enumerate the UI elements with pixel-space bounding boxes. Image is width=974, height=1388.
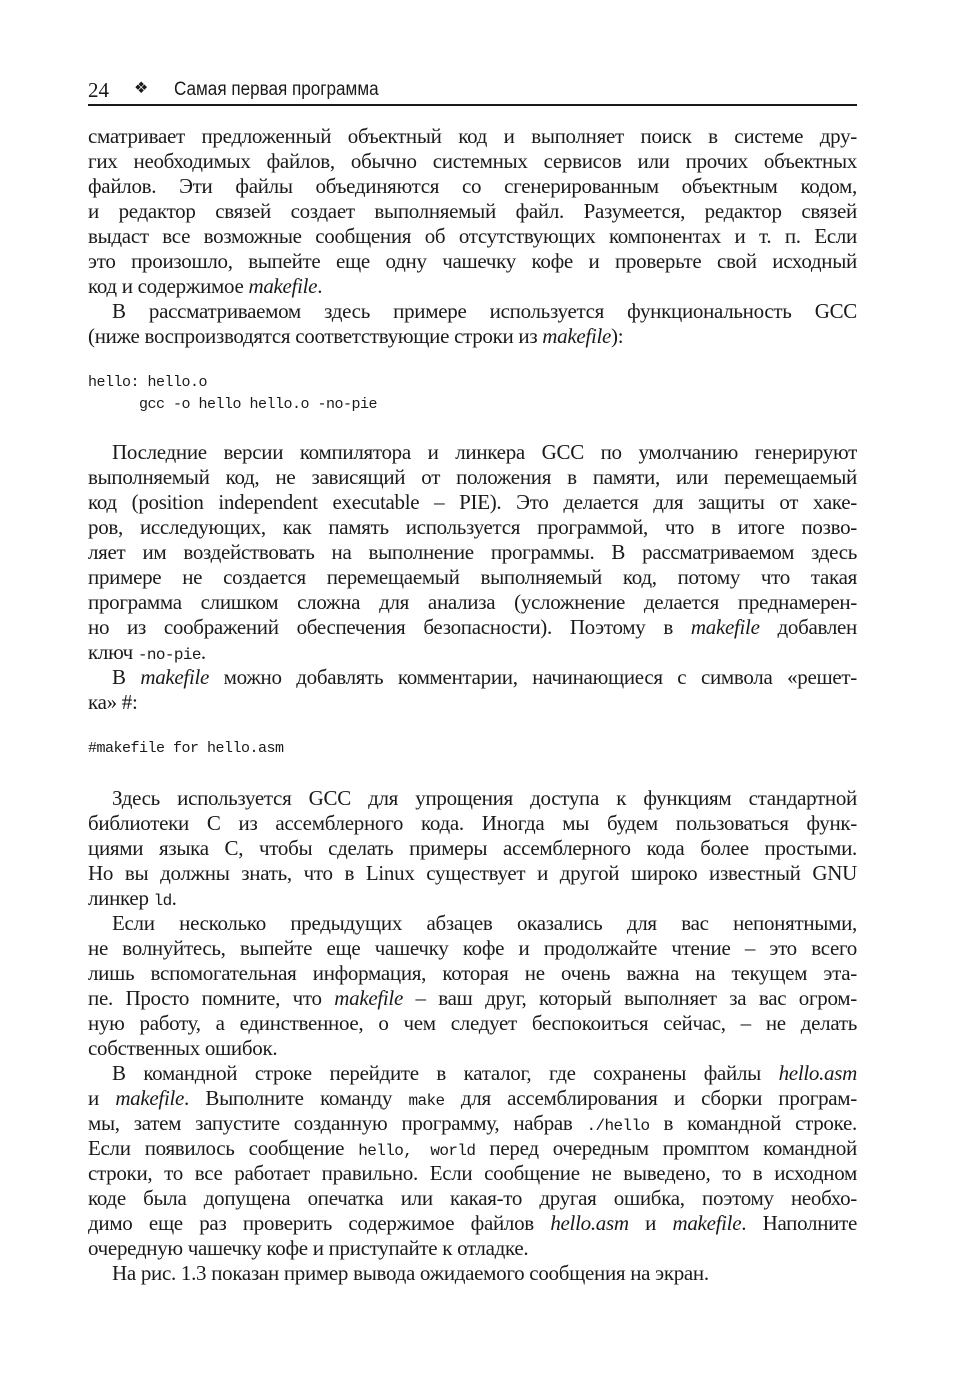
text-run: линкер (88, 886, 154, 910)
text-run: перед очередным промптом командной (475, 1136, 857, 1160)
chapter-title: Самая первая программа (174, 79, 379, 100)
text-run: . (317, 274, 323, 298)
italic-term: makefile (690, 615, 760, 639)
text-line (88, 124, 857, 149)
text-line (88, 911, 857, 936)
text-line (88, 440, 857, 465)
text-run: циями языка C, чтобы сделать примеры ассемблерного кода более простыми. (88, 836, 857, 860)
text-run: и (88, 1086, 116, 1110)
italic-term: makefile (140, 665, 210, 689)
paragraph (88, 124, 857, 299)
text-run: – ваш друг, который выполняет за вас огром- (402, 986, 857, 1010)
text-run: в командной строке. (649, 1111, 857, 1135)
text-line (88, 515, 857, 540)
italic-term: hello.asm (550, 1211, 629, 1235)
text-run: для ассемблирования и сборки програм- (444, 1086, 857, 1110)
inline-code: ld (153, 892, 172, 910)
text-line (88, 665, 857, 690)
text-line (88, 299, 857, 324)
text-line (88, 1136, 857, 1161)
inline-code: make (408, 1092, 445, 1110)
text-run: На рис. 1.3 показан пример вывода ожидаемого сообщения на экран. (112, 1261, 709, 1285)
paragraph (88, 299, 857, 349)
text-run: выполняемый код, не зависящий от положения в памяти, или перемещаемый (88, 465, 857, 489)
running-header (88, 74, 857, 106)
text-line (88, 786, 857, 811)
text-run: это произошло, выпейте еще одну чашечку кофе и проверьте свой исходный (88, 249, 857, 273)
text-line (88, 1061, 857, 1086)
text-run: ляет им воздействовать на выполнение программы. В рассматриваемом здесь (88, 540, 857, 564)
page-number: 24 (88, 78, 109, 102)
text-line (88, 836, 857, 861)
text-run: . (171, 886, 177, 910)
text-line (88, 465, 857, 490)
text-line (88, 1086, 857, 1111)
italic-term: makefile (542, 324, 612, 348)
text-run: . Выполните команду (184, 1086, 409, 1110)
text-line (88, 961, 857, 986)
text-run: выдаст все возможные сообщения об отсутствующих компонентах и т. п. Если (88, 224, 857, 248)
text-run: . (200, 640, 206, 664)
text-run: Если появилось сообщение (88, 1136, 359, 1160)
text-line (88, 224, 857, 249)
text-run: пе. Просто помните, что (88, 986, 335, 1010)
italic-term: makefile (334, 986, 403, 1010)
text-run: димо еще раз проверить содержимое файлов (88, 1211, 551, 1235)
text-run: очередную чашечку кофе и приступайте к отладке. (88, 1236, 529, 1260)
text-line (88, 886, 857, 911)
text-line (88, 1236, 857, 1261)
text-run: код (position independent executable – PIE). Это делается для защиты от хаке- (88, 490, 857, 514)
text-line (88, 1261, 857, 1286)
text-run: код и содержимое (88, 274, 249, 298)
ornament-icon: ❖ (134, 80, 149, 97)
text-run: Последние версии компилятора и линкера GCC по умолчанию генерируют (112, 440, 857, 464)
inline-code: -no-pie (137, 646, 201, 664)
text-run: не волнуйтесь, выпейте еще чашечку кофе и продолжайте чтение – это всего (88, 936, 857, 960)
text-line (88, 274, 857, 299)
italic-term: makefile (248, 274, 318, 298)
text-run: гих необходимых файлов, обычно системных сервисов или прочих объектных (88, 149, 857, 173)
text-run: (ниже воспроизводятся соответствующие строки из (88, 324, 543, 348)
text-run: ров, исследующих, как память используется программой, что в итоге позво- (88, 515, 857, 539)
italic-term: hello.asm (778, 1061, 857, 1085)
text-run: лишь вспомогательная информация, которая не очень важна на текущем эта- (88, 961, 857, 985)
paragraph (88, 1261, 857, 1286)
text-run: Здесь используется GCC для упрощения доступа к функциям стандартной (112, 786, 857, 810)
text-line (88, 690, 857, 715)
text-line (88, 565, 857, 590)
text-line (88, 540, 857, 565)
text-line (88, 1186, 857, 1211)
page-body (88, 124, 857, 1286)
paragraph (88, 786, 857, 911)
text-run: сматривает предложенный объектный код и выполняет поиск в системе дру- (88, 124, 857, 148)
text-line (88, 490, 857, 515)
text-run: и (628, 1211, 673, 1235)
italic-term: makefile (115, 1086, 185, 1110)
text-line (88, 615, 857, 640)
text-run: В рассматриваемом здесь примере используется функциональность GCC (112, 299, 857, 323)
text-line (88, 149, 857, 174)
text-run: В (112, 665, 141, 689)
paragraph (88, 665, 857, 715)
text-run: файлов. Эти файлы объединяются со сгенерированным объектным кодом, (88, 174, 857, 198)
text-run: В командной строке перейдите в каталог, где сохранены файлы (112, 1061, 779, 1085)
text-run: библиотеки C из ассемблерного кода. Иногда мы будем пользоваться функ- (88, 811, 857, 835)
text-line (88, 174, 857, 199)
text-run: . Наполните (741, 1211, 858, 1235)
text-line (88, 324, 857, 349)
text-run: но из соображений обеспечения безопасности). Поэтому в (88, 615, 691, 639)
text-run: коде была допущена опечатка или какая-то другая ошибка, поэтому необхо- (88, 1186, 857, 1210)
text-run: можно добавлять комментарии, начинающиеся с символа «решет- (209, 665, 857, 689)
italic-term: makefile (672, 1211, 742, 1235)
inline-code: hello, world (358, 1142, 476, 1160)
text-run: собственных ошибок. (88, 1036, 278, 1060)
paragraph (88, 911, 857, 1061)
text-run: программа слишком сложна для анализа (усложнение делается преднамерен- (88, 590, 857, 614)
inline-code: ./hello (586, 1117, 650, 1135)
text-run: строки, то все работает правильно. Если сообщение не выведено, то в исходном (88, 1161, 857, 1185)
paragraph (88, 1061, 857, 1261)
text-line (88, 1211, 857, 1236)
text-line (88, 1036, 857, 1061)
text-line (88, 1111, 857, 1136)
text-line (88, 249, 857, 274)
text-run: Но вы должны знать, что в Linux существует и другой широко известный GNU (88, 861, 857, 885)
paragraph (88, 440, 857, 665)
text-run: Если несколько предыдущих абзацев оказались для вас непонятными, (112, 911, 857, 935)
text-run: ключ (88, 640, 138, 664)
text-line (88, 1161, 857, 1186)
text-run: добавлен (759, 615, 857, 639)
code-line: hello: hello.o (88, 374, 208, 391)
text-run: ную работу, а единственное, о чем следует беспокоиться сейчас, – не делать (88, 1011, 857, 1035)
code-block (88, 372, 857, 416)
text-run: мы, затем запустите созданную программу, набрав (88, 1111, 587, 1135)
text-run: примере не создается перемещаемый выполняемый код, потому что такая (88, 565, 857, 589)
code-line: gcc -o hello hello.o -no-pie (88, 396, 378, 413)
text-line (88, 811, 857, 836)
text-run: ка» #: (88, 690, 138, 714)
text-run: ): (611, 324, 624, 348)
text-line (88, 861, 857, 886)
text-line (88, 936, 857, 961)
code-line: #makefile for hello.asm (88, 740, 284, 757)
code-block (88, 738, 857, 760)
text-line (88, 590, 857, 615)
text-line (88, 640, 857, 665)
text-line (88, 986, 857, 1011)
text-run: и редактор связей создает выполняемый файл. Разумеется, редактор связей (88, 199, 857, 223)
text-line (88, 1011, 857, 1036)
text-line (88, 199, 857, 224)
